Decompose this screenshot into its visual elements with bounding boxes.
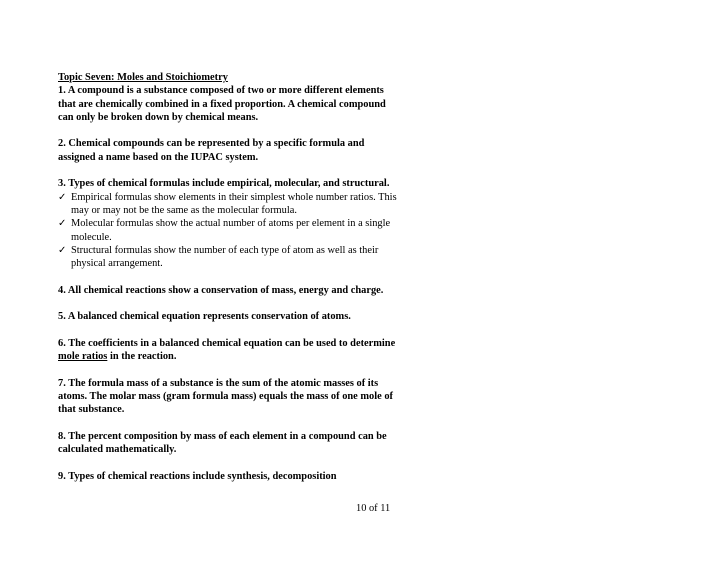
paragraph-5: 5. A balanced chemical equation represents conservation of atoms. [58, 311, 351, 323]
paragraph-2: 2. Chemical compounds can be represented by a specific formula and assigned a name based on the IUPAC system. [58, 138, 365, 163]
mole-ratios-term: mole ratios [58, 351, 108, 363]
paragraph-9: 9. Types of chemical reactions include synthesis, decomposition [58, 470, 337, 482]
paragraph-6-tail: in the reaction. [107, 351, 177, 363]
list-item [58, 244, 398, 271]
paragraph-6-text: 6. The coefficients in a balanced chemical equation can be used to determine [58, 337, 396, 349]
paragraph-3: 3. Types of chemical formulas include empirical, molecular, and structural. [58, 178, 390, 190]
checkmark-icon: ✓ [58, 244, 67, 256]
topic-title: Topic Seven: Moles and Stoichiometry [58, 72, 228, 83]
document-body [58, 71, 398, 483]
checkmark-icon: ✓ [58, 218, 67, 230]
paragraph-1: 1. A compound is a substance composed of two or more different elements that are chemically combined in a fixed proportion. A chemical compound can only be broken down by chemical means. [58, 85, 386, 123]
list-item-text: Structural formulas show the number of each type of atom as well as their physical arrangement. [71, 244, 379, 270]
formula-types-list [58, 191, 398, 271]
list-item [58, 191, 398, 218]
list-item [58, 217, 398, 244]
page-number: 10 of 11 [356, 503, 391, 514]
paragraph-7: 7. The formula mass of a substance is the sum of the atomic masses of its atoms. The molar mass (gram formula mass) equals the mass of one mole of that substance. [58, 377, 393, 416]
paragraph-6 [58, 337, 398, 364]
list-item-text: Molecular formulas show the actual number of atoms per element in a single molecule. [71, 218, 391, 243]
paragraph-8: 8. The percent composition by mass of each element in a compound can be calculated mathematically. [58, 431, 387, 456]
checkmark-icon: ✓ [58, 191, 67, 203]
paragraph-4: 4. All chemical reactions show a conservation of mass, energy and charge. [58, 284, 384, 296]
list-item-text: Empirical formulas show elements in their simplest whole number ratios. This may or may not be the same as the molecular formula. [71, 191, 397, 216]
